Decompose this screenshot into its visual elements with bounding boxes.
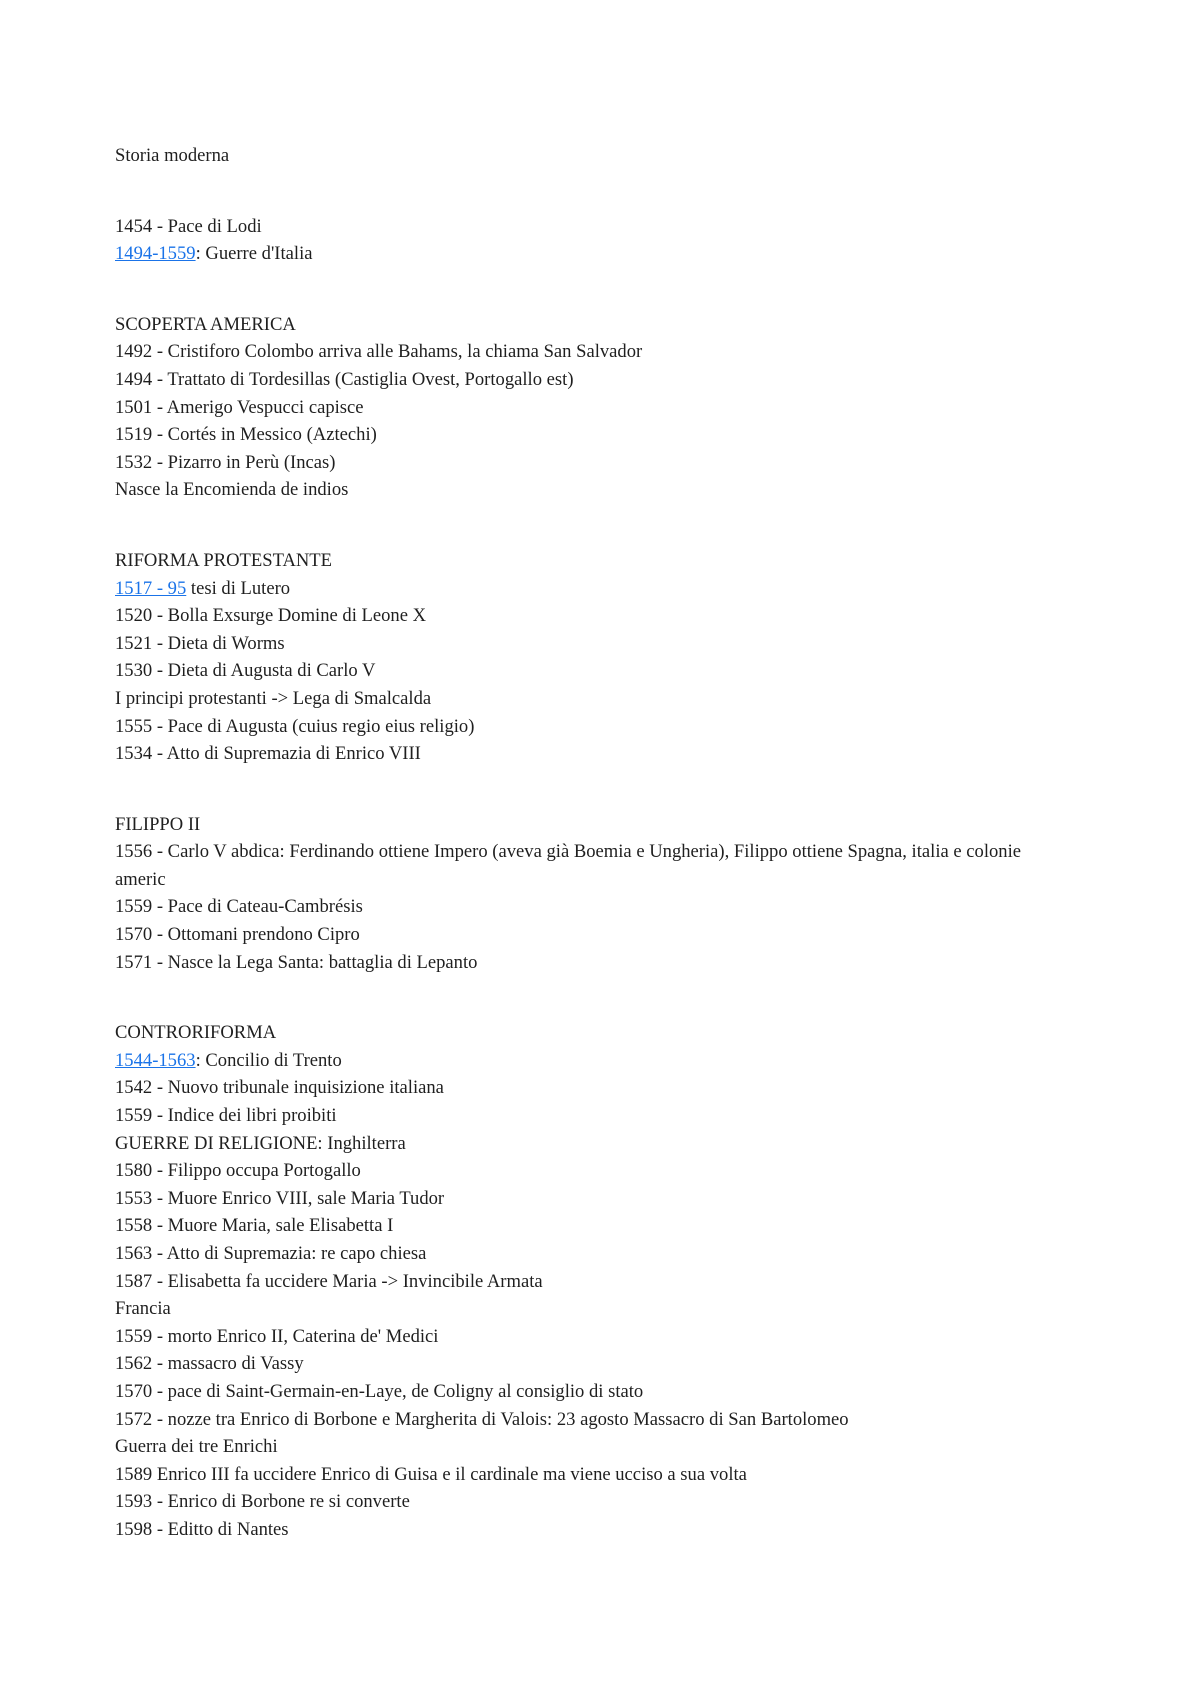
text-line — [115, 1074, 1075, 1102]
line-text: 1534 - Atto di Supremazia di Enrico VIII — [115, 743, 421, 765]
text-line — [115, 630, 1075, 658]
date-link[interactable]: 1517 - 95 — [115, 577, 187, 599]
text-line — [115, 213, 1075, 241]
spacer — [115, 768, 1075, 811]
line-text: 1589 Enrico III fa uccidere Enrico di Guisa e il cardinale ma viene ucciso a sua volta — [115, 1463, 747, 1485]
line-text: 1572 - nozze tra Enrico di Borbone e Margherita di Valois: 23 agosto Massacro di San Bartolomeo — [115, 1408, 849, 1430]
section-filippo-ii — [115, 811, 1075, 977]
line-text: RIFORMA PROTESTANTE — [115, 549, 333, 571]
text-line — [115, 740, 1075, 768]
line-text: 1570 - pace di Saint-Germain-en-Laye, de Coligny al consiglio di stato — [115, 1380, 644, 1402]
line-text: CONTRORIFORMA — [115, 1022, 277, 1044]
text-line — [115, 921, 1075, 949]
line-text: 1555 - Pace di Augusta (cuius regio eius religio) — [115, 715, 475, 737]
section-scoperta-america — [115, 311, 1075, 504]
line-text: 1570 - Ottomani prendono Cipro — [115, 924, 360, 946]
date-link[interactable]: 1494-1559 — [115, 243, 196, 265]
text-line — [115, 1406, 1075, 1434]
line-text: 1521 - Dieta di Worms — [115, 632, 285, 654]
text-line — [115, 449, 1075, 477]
text-line — [115, 1433, 1075, 1461]
section-intro — [115, 213, 1075, 268]
text-line — [115, 1461, 1075, 1489]
line-text: 1520 - Bolla Exsurge Domine di Leone X — [115, 605, 427, 627]
line-text: Guerra dei tre Enrichi — [115, 1436, 278, 1458]
line-text: 1559 - Indice dei libri proibiti — [115, 1105, 337, 1127]
line-text: 1593 - Enrico di Borbone re si converte — [115, 1491, 410, 1513]
text-line — [115, 240, 1075, 268]
text-line — [115, 1185, 1075, 1213]
line-text: 1563 - Atto di Supremazia: re capo chiesa — [115, 1243, 427, 1264]
text-line — [115, 602, 1075, 630]
line-text: Francia — [115, 1298, 171, 1320]
section-heading — [115, 1019, 1075, 1047]
line-text: : Concilio di Trento — [195, 1049, 342, 1071]
text-line — [115, 575, 1075, 603]
line-text: 1571 - Nasce la Lega Santa: battaglia di Lepanto — [115, 951, 478, 973]
text-line — [115, 1157, 1075, 1185]
page-title: Storia moderna — [115, 145, 230, 166]
line-text: 1532 - Pizarro in Perù (Incas) — [115, 451, 336, 473]
line-text: 1501 - Amerigo Vespucci capisce — [115, 396, 364, 418]
text-line — [115, 949, 1075, 977]
text-line — [115, 1516, 1075, 1544]
text-line — [115, 1240, 1075, 1268]
line-text: 1580 - Filippo occupa Portogallo — [115, 1160, 361, 1182]
text-line — [115, 421, 1075, 449]
line-text: 1598 - Editto di Nantes — [115, 1518, 289, 1540]
line-text: 1556 - Carlo V abdica: Ferdinando ottiene Impero (aveva già Boemia e Ungheria), Filippo ottiene Spagna, italia e colonie americ — [115, 841, 1022, 890]
text-line — [115, 394, 1075, 422]
line-text: 1559 - morto Enrico II, Caterina de' Medici — [115, 1325, 439, 1347]
text-line — [115, 657, 1075, 685]
text-line — [115, 1350, 1075, 1378]
text-line — [115, 1130, 1075, 1158]
section-controriforma — [115, 1019, 1075, 1543]
line-text: I principi protestanti -> Lega di Smalcalda — [115, 687, 432, 709]
text-line — [115, 476, 1075, 504]
line-text: GUERRE DI RELIGIONE: Inghilterra — [115, 1132, 406, 1154]
line-text: Nasce la Encomienda de indios — [115, 479, 349, 501]
text-line — [115, 366, 1075, 394]
line-text: 1553 - Muore Enrico VIII, sale Maria Tudor — [115, 1187, 445, 1209]
line-text: 1530 - Dieta di Augusta di Carlo V — [115, 660, 376, 682]
line-text: SCOPERTA AMERICA — [115, 313, 296, 335]
line-text: 1454 - Pace di Lodi — [115, 215, 262, 237]
section-heading — [115, 811, 1075, 839]
text-line — [115, 1268, 1075, 1296]
section-riforma-protestante — [115, 547, 1075, 768]
line-text: : Guerre d'Italia — [195, 243, 313, 265]
line-text: 1558 - Muore Maria, sale Elisabetta I — [115, 1215, 394, 1237]
date-link[interactable]: 1544-1563 — [115, 1049, 196, 1071]
text-line — [115, 713, 1075, 741]
line-text: tesi di Lutero — [186, 577, 291, 599]
text-line — [115, 838, 1075, 893]
spacer — [115, 504, 1075, 547]
text-line — [115, 1047, 1075, 1075]
line-text: 1542 - Nuovo tribunale inquisizione italiana — [115, 1077, 444, 1099]
document-page — [115, 142, 1075, 1544]
line-text: 1494 - Trattato di Tordesillas (Castiglia Ovest, Portogallo est) — [115, 368, 574, 390]
text-line — [115, 1102, 1075, 1130]
line-text: 1562 - massacro di Vassy — [115, 1353, 304, 1375]
text-line — [115, 1295, 1075, 1323]
line-text: FILIPPO II — [115, 813, 201, 835]
line-text: 1587 - Elisabetta fa uccidere Maria -> Invincibile Armata — [115, 1270, 543, 1292]
section-heading — [115, 311, 1075, 339]
text-line — [115, 338, 1075, 366]
line-text: 1519 - Cortés in Messico (Aztechi) — [115, 424, 377, 446]
text-line — [115, 1212, 1075, 1240]
spacer — [115, 268, 1075, 311]
text-line — [115, 1323, 1075, 1351]
spacer — [115, 170, 1075, 213]
text-line — [115, 1378, 1075, 1406]
line-text: 1492 - Cristiforo Colombo arriva alle Bahams, la chiama San Salvador — [115, 341, 643, 363]
text-line — [115, 1488, 1075, 1516]
text-line — [115, 685, 1075, 713]
section-heading — [115, 547, 1075, 575]
text-line — [115, 893, 1075, 921]
line-text: 1559 - Pace di Cateau-Cambrésis — [115, 896, 363, 918]
spacer — [115, 976, 1075, 1019]
